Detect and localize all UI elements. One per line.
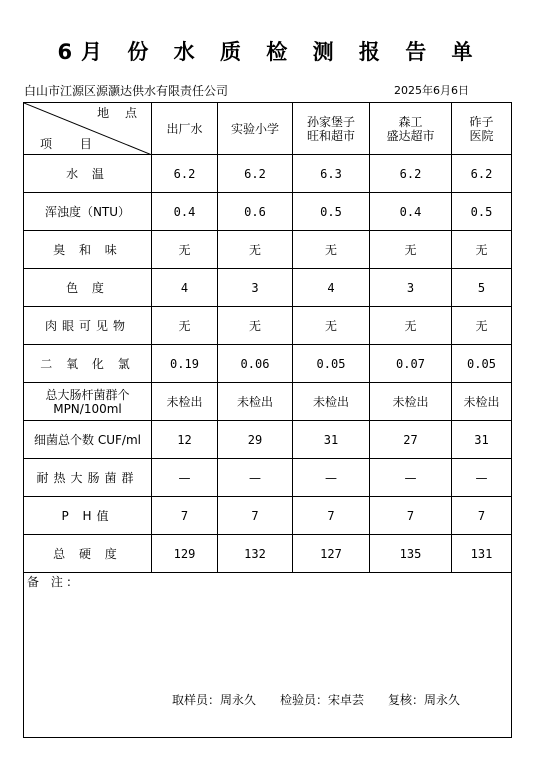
table-cell: 0.4 [152, 193, 218, 231]
column-header: 出厂水 [152, 103, 218, 155]
water-quality-table [23, 102, 512, 738]
table-cell: 27 [370, 421, 452, 459]
table-cell: 无 [293, 307, 370, 345]
table-cell: 0.05 [293, 345, 370, 383]
column-header: 森工 盛达超市 [370, 103, 452, 155]
row-label: 总大肠杆菌群个 MPN/100ml [24, 383, 152, 421]
table-cell: — [218, 459, 293, 497]
table-cell: 未检出 [452, 383, 512, 421]
column-header: 实验小学 [218, 103, 293, 155]
table-cell: 129 [152, 535, 218, 573]
table-row [24, 155, 512, 193]
table-row [24, 231, 512, 269]
item-header-label: 项 目 [40, 137, 104, 151]
table-cell: 3 [218, 269, 293, 307]
table-cell: 无 [218, 307, 293, 345]
column-header: 孙家堡子 旺和超市 [293, 103, 370, 155]
inspector-signature: 检验员：宋卓芸 [280, 693, 365, 707]
table-cell: 12 [152, 421, 218, 459]
company-name: 白山市江源区源灏达供水有限责任公司 [24, 84, 229, 98]
table-row [24, 307, 512, 345]
table-cell: 6.3 [293, 155, 370, 193]
table-cell: 6.2 [452, 155, 512, 193]
table-cell: 无 [152, 307, 218, 345]
report-title: 6月 份 水 质 检 测 报 告 单 [57, 40, 482, 64]
row-label: 耐热大肠菌群 [24, 459, 152, 497]
table-row [24, 497, 512, 535]
diagonal-header-cell [24, 103, 152, 155]
table-cell: 未检出 [218, 383, 293, 421]
remarks-cell [24, 573, 512, 738]
table-cell: 29 [218, 421, 293, 459]
row-label: P H值 [24, 497, 152, 535]
row-label: 总 硬 度 [24, 535, 152, 573]
table-cell: 127 [293, 535, 370, 573]
row-label: 浑浊度（NTU） [24, 193, 152, 231]
table-cell: 无 [218, 231, 293, 269]
table-row [24, 459, 512, 497]
table-cell: 未检出 [152, 383, 218, 421]
location-header-label: 地 点 [97, 106, 143, 120]
header-row [24, 103, 512, 155]
table-cell: 7 [218, 497, 293, 535]
table-cell: 无 [152, 231, 218, 269]
row-label: 色 度 [24, 269, 152, 307]
report-date: 2025年6月6日 [394, 84, 469, 97]
table-cell: 未检出 [370, 383, 452, 421]
sampler-signature: 取样员：周永久 [172, 693, 257, 707]
table-row [24, 193, 512, 231]
table-cell: 6.2 [152, 155, 218, 193]
table-cell: 4 [293, 269, 370, 307]
table-cell: 0.05 [452, 345, 512, 383]
remarks-row [24, 573, 512, 738]
remarks-label: 备 注: [27, 575, 75, 589]
table-cell: 0.6 [218, 193, 293, 231]
table-cell: 6.2 [218, 155, 293, 193]
signers [172, 693, 484, 707]
table-cell: 0.06 [218, 345, 293, 383]
table-cell: 31 [293, 421, 370, 459]
table-cell: 135 [370, 535, 452, 573]
row-label: 二 氧 化 氯 [24, 345, 152, 383]
table-cell: 131 [452, 535, 512, 573]
table-cell: 未检出 [293, 383, 370, 421]
table-cell: 0.5 [452, 193, 512, 231]
table-cell: 无 [452, 307, 512, 345]
table-cell: — [293, 459, 370, 497]
table-cell: 无 [452, 231, 512, 269]
table-cell: 无 [370, 231, 452, 269]
table-cell: 7 [293, 497, 370, 535]
table-row [24, 535, 512, 573]
reviewer-signature: 复核：周永久 [388, 693, 461, 707]
column-header: 砟子 医院 [452, 103, 512, 155]
table-cell: — [370, 459, 452, 497]
table-row [24, 345, 512, 383]
table-cell: 无 [293, 231, 370, 269]
table-cell: 31 [452, 421, 512, 459]
row-label: 肉眼可见物 [24, 307, 152, 345]
table-cell: 7 [370, 497, 452, 535]
table-cell: 0.07 [370, 345, 452, 383]
table-row [24, 383, 512, 421]
table-cell: 0.5 [293, 193, 370, 231]
table-cell: 7 [152, 497, 218, 535]
table-cell: 3 [370, 269, 452, 307]
table-cell: 7 [452, 497, 512, 535]
table-cell: 4 [152, 269, 218, 307]
table-cell: — [152, 459, 218, 497]
row-label: 臭 和 味 [24, 231, 152, 269]
table-row [24, 421, 512, 459]
table-cell: 0.4 [370, 193, 452, 231]
table-cell: 无 [370, 307, 452, 345]
row-label: 细菌总个数 CUF/ml [24, 421, 152, 459]
row-label: 水 温 [24, 155, 152, 193]
table-cell: 0.19 [152, 345, 218, 383]
table-cell: 132 [218, 535, 293, 573]
table-cell: 6.2 [370, 155, 452, 193]
table-cell: 5 [452, 269, 512, 307]
table-row [24, 269, 512, 307]
table-cell: — [452, 459, 512, 497]
